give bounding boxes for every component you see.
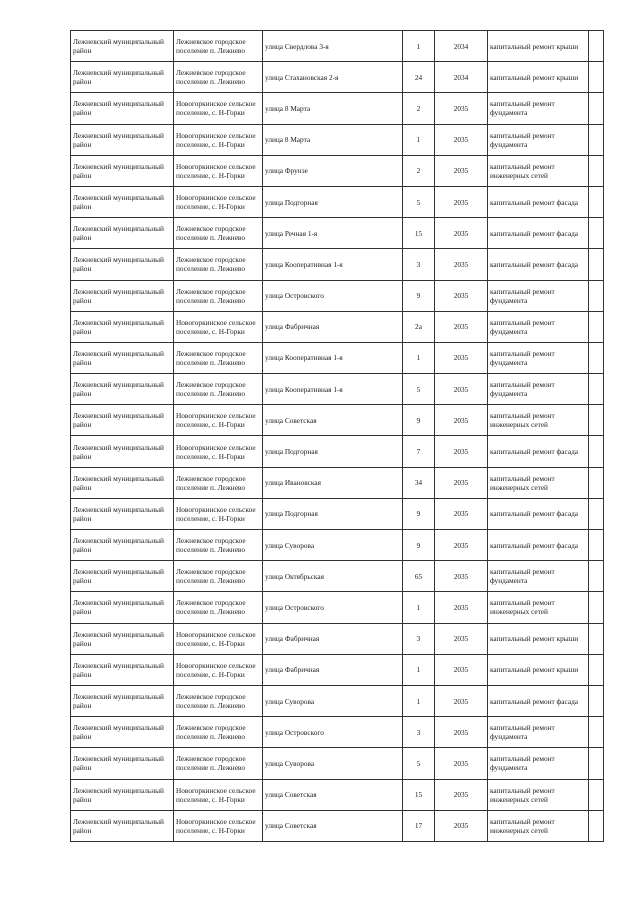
work-type-cell: капитальный ремонт фасада [488, 685, 589, 716]
empty-cell [589, 623, 604, 654]
street-cell: улица Островского [263, 592, 403, 623]
settlement-cell: Лежневское городское поселение п. Лежнево [174, 218, 263, 249]
street-cell: улица Фрунзе [263, 155, 403, 186]
district-cell: Лежневский муниципальный район [71, 592, 174, 623]
table-row [71, 218, 604, 249]
empty-cell [589, 311, 604, 342]
settlement-cell: Новогоркинское сельское поселение, с. Н-Горки [174, 623, 263, 654]
year-cell: 2034 [435, 31, 488, 62]
table-row [71, 779, 604, 810]
table-row [71, 405, 604, 436]
work-type-cell: капитальный ремонт крыши [488, 654, 589, 685]
table-row [71, 124, 604, 155]
street-cell: улица Островского [263, 717, 403, 748]
street-cell: улица Подгорная [263, 498, 403, 529]
settlement-cell: Лежневское городское поселение п. Лежнево [174, 62, 263, 93]
year-cell: 2035 [435, 311, 488, 342]
empty-cell [589, 592, 604, 623]
year-cell: 2035 [435, 124, 488, 155]
year-cell: 2035 [435, 530, 488, 561]
house-number-cell: 34 [403, 467, 435, 498]
street-cell: улица Октябрьская [263, 561, 403, 592]
empty-cell [589, 717, 604, 748]
house-number-cell: 1 [403, 654, 435, 685]
table-row [71, 623, 604, 654]
street-cell: улица Речная 1-я [263, 218, 403, 249]
empty-cell [589, 186, 604, 217]
street-cell: улица Кооперативная 1-я [263, 249, 403, 280]
year-cell: 2035 [435, 561, 488, 592]
settlement-cell: Новогоркинское сельское поселение, с. Н-Горки [174, 405, 263, 436]
settlement-cell: Лежневское городское поселение п. Лежнево [174, 685, 263, 716]
empty-cell [589, 31, 604, 62]
settlement-cell: Лежневское городское поселение п. Лежнево [174, 717, 263, 748]
settlement-cell: Новогоркинское сельское поселение, с. Н-Горки [174, 124, 263, 155]
district-cell: Лежневский муниципальный район [71, 218, 174, 249]
street-cell: улица Фабричная [263, 311, 403, 342]
year-cell: 2035 [435, 249, 488, 280]
year-cell: 2035 [435, 748, 488, 779]
house-number-cell: 15 [403, 218, 435, 249]
table-row [71, 467, 604, 498]
district-cell: Лежневский муниципальный район [71, 530, 174, 561]
work-type-cell: капитальный ремонт фасада [488, 249, 589, 280]
empty-cell [589, 436, 604, 467]
street-cell: улица Фабричная [263, 623, 403, 654]
district-cell: Лежневский муниципальный район [71, 311, 174, 342]
year-cell: 2035 [435, 654, 488, 685]
settlement-cell: Лежневское городское поселение п. Лежнево [174, 249, 263, 280]
table-row [71, 748, 604, 779]
district-cell: Лежневский муниципальный район [71, 155, 174, 186]
district-cell: Лежневский муниципальный район [71, 342, 174, 373]
empty-cell [589, 810, 604, 841]
table-row [71, 31, 604, 62]
settlement-cell: Лежневское городское поселение п. Лежнево [174, 530, 263, 561]
repair-schedule-table [70, 30, 604, 842]
house-number-cell: 1 [403, 342, 435, 373]
table-row [71, 186, 604, 217]
street-cell: улица Свердлова 3-я [263, 31, 403, 62]
house-number-cell: 1 [403, 31, 435, 62]
year-cell: 2035 [435, 218, 488, 249]
year-cell: 2035 [435, 405, 488, 436]
year-cell: 2035 [435, 93, 488, 124]
settlement-cell: Лежневское городское поселение п. Лежнево [174, 592, 263, 623]
settlement-cell: Новогоркинское сельское поселение, с. Н-Горки [174, 155, 263, 186]
house-number-cell: 24 [403, 62, 435, 93]
house-number-cell: 9 [403, 280, 435, 311]
settlement-cell: Новогоркинское сельское поселение, с. Н-Горки [174, 311, 263, 342]
district-cell: Лежневский муниципальный район [71, 436, 174, 467]
work-type-cell: капитальный ремонт фундамента [488, 717, 589, 748]
work-type-cell: капитальный ремонт крыши [488, 31, 589, 62]
work-type-cell: капитальный ремонт фундамента [488, 561, 589, 592]
year-cell: 2035 [435, 436, 488, 467]
table-row [71, 810, 604, 841]
empty-cell [589, 280, 604, 311]
work-type-cell: капитальный ремонт инженерных сетей [488, 155, 589, 186]
empty-cell [589, 685, 604, 716]
settlement-cell: Новогоркинское сельское поселение, с. Н-Горки [174, 654, 263, 685]
empty-cell [589, 779, 604, 810]
table-row [71, 654, 604, 685]
work-type-cell: капитальный ремонт фасада [488, 498, 589, 529]
empty-cell [589, 748, 604, 779]
district-cell: Лежневский муниципальный район [71, 280, 174, 311]
work-type-cell: капитальный ремонт инженерных сетей [488, 405, 589, 436]
year-cell: 2035 [435, 342, 488, 373]
house-number-cell: 3 [403, 717, 435, 748]
empty-cell [589, 654, 604, 685]
empty-cell [589, 467, 604, 498]
street-cell: улица Фабричная [263, 654, 403, 685]
house-number-cell: 65 [403, 561, 435, 592]
district-cell: Лежневский муниципальный район [71, 186, 174, 217]
table-row [71, 685, 604, 716]
district-cell: Лежневский муниципальный район [71, 62, 174, 93]
street-cell: улица Советская [263, 405, 403, 436]
work-type-cell: капитальный ремонт инженерных сетей [488, 592, 589, 623]
year-cell: 2035 [435, 685, 488, 716]
street-cell: улица Стахановская 2-я [263, 62, 403, 93]
work-type-cell: капитальный ремонт фасада [488, 218, 589, 249]
empty-cell [589, 218, 604, 249]
district-cell: Лежневский муниципальный район [71, 654, 174, 685]
district-cell: Лежневский муниципальный район [71, 31, 174, 62]
street-cell: улица Суворова [263, 530, 403, 561]
table-row [71, 561, 604, 592]
table-row [71, 280, 604, 311]
year-cell: 2035 [435, 810, 488, 841]
street-cell: улица Советская [263, 779, 403, 810]
street-cell: улица Советская [263, 810, 403, 841]
district-cell: Лежневский муниципальный район [71, 623, 174, 654]
settlement-cell: Лежневское городское поселение п. Лежнево [174, 280, 263, 311]
street-cell: улица 8 Марта [263, 124, 403, 155]
work-type-cell: капитальный ремонт фундамента [488, 124, 589, 155]
table-row [71, 530, 604, 561]
settlement-cell: Новогоркинское сельское поселение, с. Н-Горки [174, 93, 263, 124]
district-cell: Лежневский муниципальный район [71, 810, 174, 841]
house-number-cell: 2а [403, 311, 435, 342]
year-cell: 2035 [435, 467, 488, 498]
work-type-cell: капитальный ремонт фундамента [488, 93, 589, 124]
empty-cell [589, 405, 604, 436]
table-row [71, 436, 604, 467]
house-number-cell: 5 [403, 374, 435, 405]
table-row [71, 249, 604, 280]
empty-cell [589, 249, 604, 280]
district-cell: Лежневский муниципальный район [71, 93, 174, 124]
settlement-cell: Новогоркинское сельское поселение, с. Н-Горки [174, 810, 263, 841]
work-type-cell: капитальный ремонт фундамента [488, 280, 589, 311]
house-number-cell: 7 [403, 436, 435, 467]
district-cell: Лежневский муниципальный район [71, 561, 174, 592]
work-type-cell: капитальный ремонт фасада [488, 186, 589, 217]
work-type-cell: капитальный ремонт фундамента [488, 748, 589, 779]
empty-cell [589, 62, 604, 93]
district-cell: Лежневский муниципальный район [71, 374, 174, 405]
house-number-cell: 1 [403, 592, 435, 623]
house-number-cell: 3 [403, 623, 435, 654]
empty-cell [589, 530, 604, 561]
year-cell: 2034 [435, 62, 488, 93]
table-row [71, 592, 604, 623]
empty-cell [589, 124, 604, 155]
work-type-cell: капитальный ремонт фундамента [488, 342, 589, 373]
table-row [71, 717, 604, 748]
settlement-cell: Лежневское городское поселение п. Лежнево [174, 467, 263, 498]
district-cell: Лежневский муниципальный район [71, 685, 174, 716]
street-cell: улица Островского [263, 280, 403, 311]
work-type-cell: капитальный ремонт инженерных сетей [488, 779, 589, 810]
house-number-cell: 17 [403, 810, 435, 841]
table-row [71, 374, 604, 405]
settlement-cell: Новогоркинское сельское поселение, с. Н-Горки [174, 436, 263, 467]
year-cell: 2035 [435, 498, 488, 529]
year-cell: 2035 [435, 186, 488, 217]
district-cell: Лежневский муниципальный район [71, 779, 174, 810]
table-row [71, 311, 604, 342]
house-number-cell: 5 [403, 186, 435, 217]
table-row [71, 498, 604, 529]
house-number-cell: 9 [403, 405, 435, 436]
table-row [71, 62, 604, 93]
settlement-cell: Новогоркинское сельское поселение, с. Н-Горки [174, 186, 263, 217]
year-cell: 2035 [435, 592, 488, 623]
house-number-cell: 9 [403, 498, 435, 529]
district-cell: Лежневский муниципальный район [71, 498, 174, 529]
district-cell: Лежневский муниципальный район [71, 405, 174, 436]
settlement-cell: Лежневское городское поселение п. Лежнево [174, 561, 263, 592]
work-type-cell: капитальный ремонт фундамента [488, 374, 589, 405]
house-number-cell: 1 [403, 124, 435, 155]
empty-cell [589, 342, 604, 373]
district-cell: Лежневский муниципальный район [71, 249, 174, 280]
street-cell: улица 8 Марта [263, 93, 403, 124]
year-cell: 2035 [435, 717, 488, 748]
district-cell: Лежневский муниципальный район [71, 717, 174, 748]
house-number-cell: 5 [403, 748, 435, 779]
street-cell: улица Суворова [263, 685, 403, 716]
settlement-cell: Лежневское городское поселение п. Лежнево [174, 374, 263, 405]
street-cell: улица Суворова [263, 748, 403, 779]
house-number-cell: 1 [403, 685, 435, 716]
settlement-cell: Лежневское городское поселение п. Лежнево [174, 748, 263, 779]
empty-cell [589, 374, 604, 405]
settlement-cell: Лежневское городское поселение п. Лежнево [174, 31, 263, 62]
settlement-cell: Лежневское городское поселение п. Лежнево [174, 342, 263, 373]
house-number-cell: 15 [403, 779, 435, 810]
work-type-cell: капитальный ремонт крыши [488, 623, 589, 654]
work-type-cell: капитальный ремонт крыши [488, 62, 589, 93]
year-cell: 2035 [435, 779, 488, 810]
year-cell: 2035 [435, 280, 488, 311]
street-cell: улица Кооперативная 1-я [263, 342, 403, 373]
house-number-cell: 9 [403, 530, 435, 561]
work-type-cell: капитальный ремонт инженерных сетей [488, 810, 589, 841]
house-number-cell: 3 [403, 249, 435, 280]
year-cell: 2035 [435, 155, 488, 186]
table-row [71, 342, 604, 373]
street-cell: улица Подгорная [263, 186, 403, 217]
empty-cell [589, 498, 604, 529]
empty-cell [589, 561, 604, 592]
house-number-cell: 2 [403, 155, 435, 186]
street-cell: улица Кооперативная 1-я [263, 374, 403, 405]
table-row [71, 93, 604, 124]
work-type-cell: капитальный ремонт фасада [488, 530, 589, 561]
empty-cell [589, 93, 604, 124]
district-cell: Лежневский муниципальный район [71, 467, 174, 498]
street-cell: улица Подгорная [263, 436, 403, 467]
settlement-cell: Новогоркинское сельское поселение, с. Н-Горки [174, 498, 263, 529]
year-cell: 2035 [435, 374, 488, 405]
work-type-cell: капитальный ремонт фундамента [488, 311, 589, 342]
street-cell: улица Ивановская [263, 467, 403, 498]
year-cell: 2035 [435, 623, 488, 654]
settlement-cell: Новогоркинское сельское поселение, с. Н-Горки [174, 779, 263, 810]
empty-cell [589, 155, 604, 186]
house-number-cell: 2 [403, 93, 435, 124]
district-cell: Лежневский муниципальный район [71, 124, 174, 155]
work-type-cell: капитальный ремонт инженерных сетей [488, 467, 589, 498]
district-cell: Лежневский муниципальный район [71, 748, 174, 779]
table-row [71, 155, 604, 186]
work-type-cell: капитальный ремонт фасада [488, 436, 589, 467]
